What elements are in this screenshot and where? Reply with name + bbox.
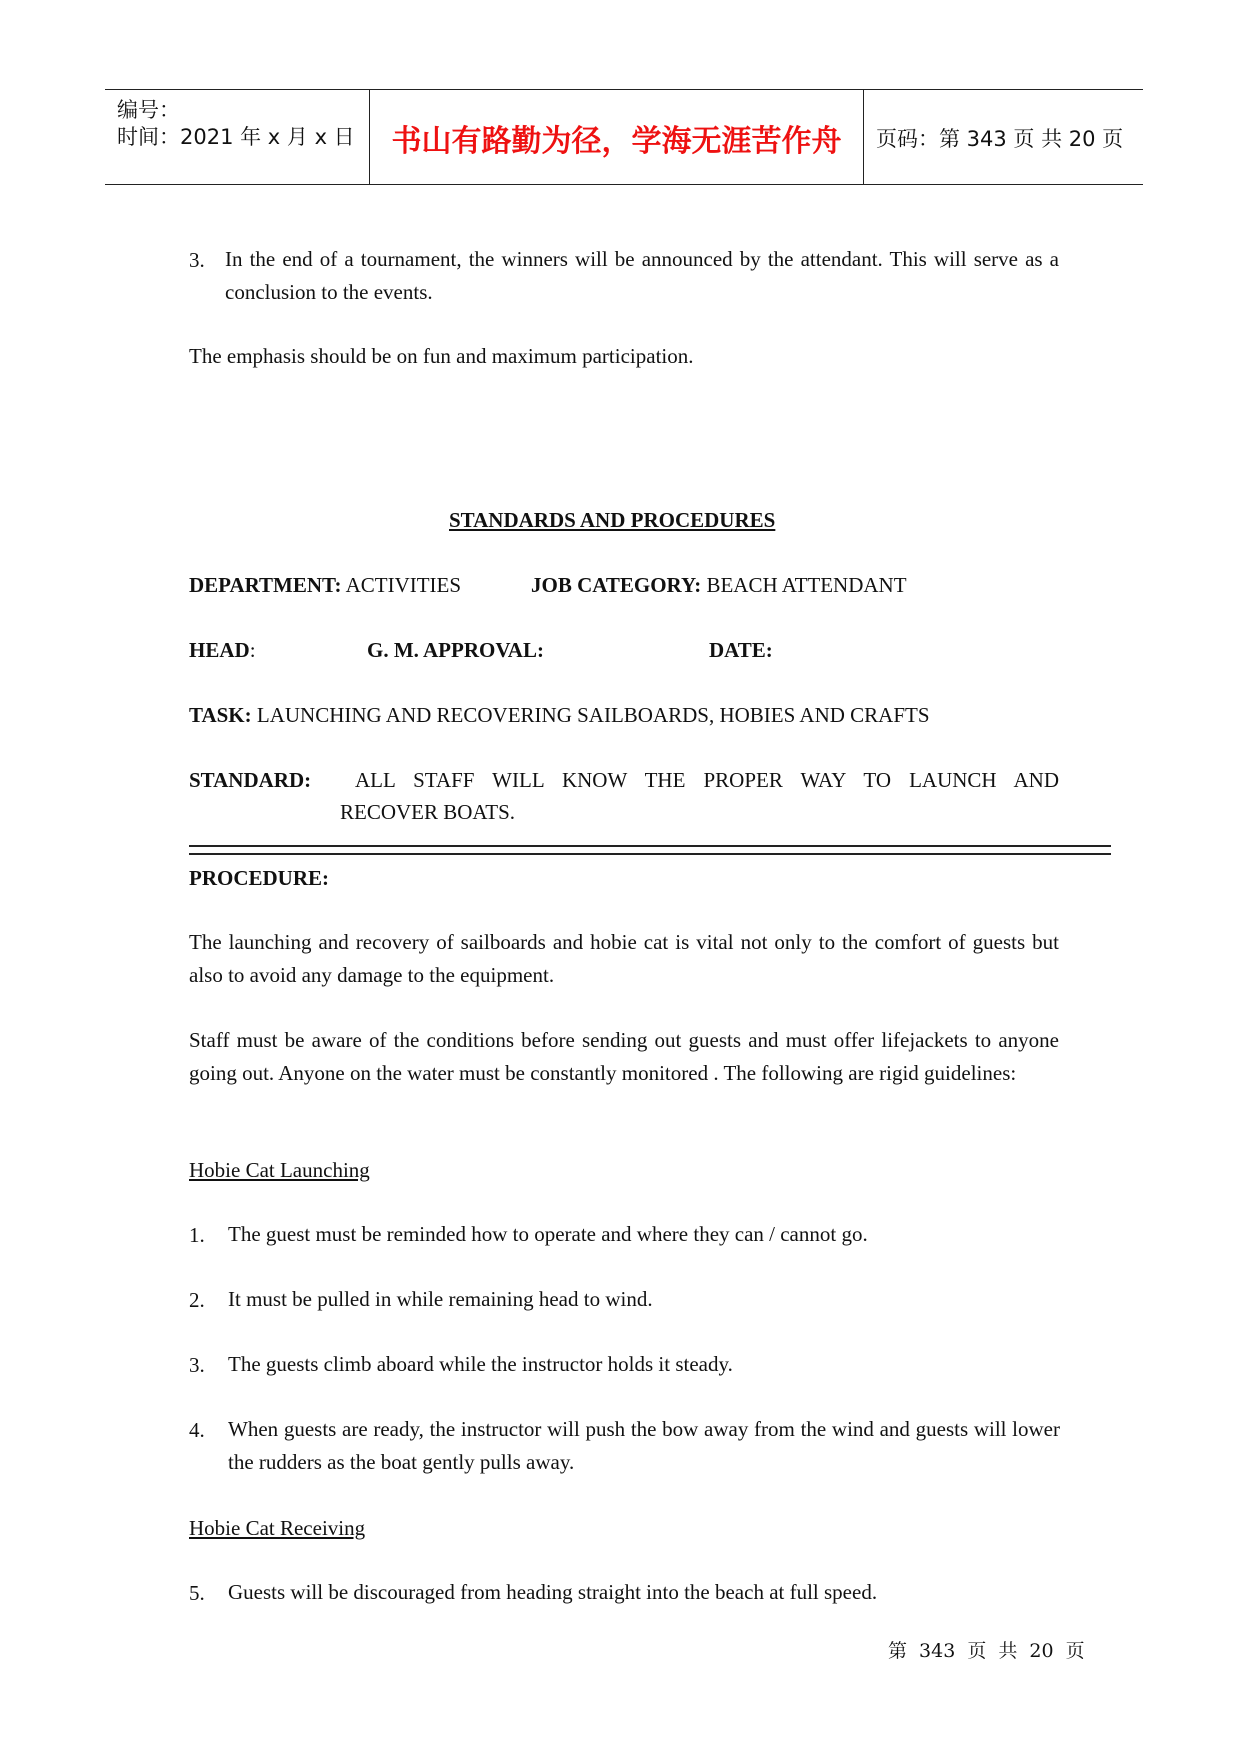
department-row xyxy=(189,569,461,601)
list-item-number: 3. xyxy=(189,248,205,272)
department-label: DEPARTMENT: xyxy=(189,573,342,597)
job-category-value: BEACH ATTENDANT xyxy=(701,573,907,597)
section-divider xyxy=(189,845,1111,855)
page-header xyxy=(105,89,1143,185)
standard-line-1: ALL STAFF WILL KNOW THE PROPER WAY TO LAUNCH AND xyxy=(355,768,1059,792)
procedure-label: PROCEDURE: xyxy=(189,866,329,890)
date-label: DATE: xyxy=(709,638,773,662)
list-item-text: It must be pulled in while remaining head to wind. xyxy=(228,1287,653,1311)
header-info-cell xyxy=(105,90,370,184)
standard-line-2: RECOVER BOATS. xyxy=(340,800,516,824)
list-item-text: In the end of a tournament, the winners will be announced by the attendant. This will serve as a conclusion to the events. xyxy=(225,247,1059,304)
procedure-paragraph-1: The launching and recovery of sailboards and hobie cat is vital not only to the comfort of guests but also to avoid any damage to the equipment. xyxy=(189,930,1059,987)
job-category-label: JOB CATEGORY: xyxy=(531,573,702,597)
job-category-row xyxy=(531,569,907,601)
list-item-number: 2. xyxy=(189,1288,205,1312)
standard-label: STANDARD: xyxy=(189,768,312,792)
list-item-text: The guest must be reminded how to operate and where they can / cannot go. xyxy=(228,1222,868,1246)
motto-text: 书山有路勤为径，学海无涯苦作舟 xyxy=(391,124,842,159)
header-motto-cell xyxy=(370,90,864,184)
head-field xyxy=(189,634,256,666)
head-colon: : xyxy=(249,638,256,662)
procedure-paragraph-2: Staff must be aware of the conditions before sending out guests and must offer lifejackets to anyone going out. Anyone on the water must be constantly monitored . The following are rigid guidelines: xyxy=(189,1028,1059,1085)
receiving-heading: Hobie Cat Receiving xyxy=(189,1516,366,1540)
time-label: 时间：2021 年 x 月 x 日 xyxy=(117,125,355,149)
task-value: LAUNCHING AND RECOVERING SAILBOARDS, HOBIES AND CRAFTS xyxy=(251,703,930,727)
list-item-number: 3. xyxy=(189,1353,205,1377)
list-item-number: 1. xyxy=(189,1223,205,1247)
serial-number-label: 编号： xyxy=(117,98,180,122)
launching-heading: Hobie Cat Launching xyxy=(189,1158,370,1182)
header-page-cell xyxy=(864,90,1143,184)
list-item-text: When guests are ready, the instructor will push the bow away from the wind and guests will lower the rudders as the boat gently pulls away. xyxy=(228,1417,1060,1474)
list-item-number: 4. xyxy=(189,1418,205,1442)
task-row xyxy=(189,699,930,731)
form-title: STANDARDS AND PROCEDURES xyxy=(449,508,776,532)
department-value: ACTIVITIES xyxy=(341,573,462,597)
list-item-text: The guests climb aboard while the instructor holds it steady. xyxy=(228,1352,733,1376)
list-item-number: 5. xyxy=(189,1581,205,1605)
emphasis-paragraph: The emphasis should be on fun and maximum participation. xyxy=(189,344,694,368)
gm-approval-label: G. M. APPROVAL: xyxy=(367,638,544,662)
list-item-text: Guests will be discouraged from heading straight into the beach at full speed. xyxy=(228,1580,878,1604)
head-label: HEAD xyxy=(189,638,250,662)
page-footer: 第 343 页 共 20 页 xyxy=(888,1640,1085,1662)
task-label: TASK: xyxy=(189,703,252,727)
page-number-label: 页码：第 343 页 共 20 页 xyxy=(876,127,1124,151)
